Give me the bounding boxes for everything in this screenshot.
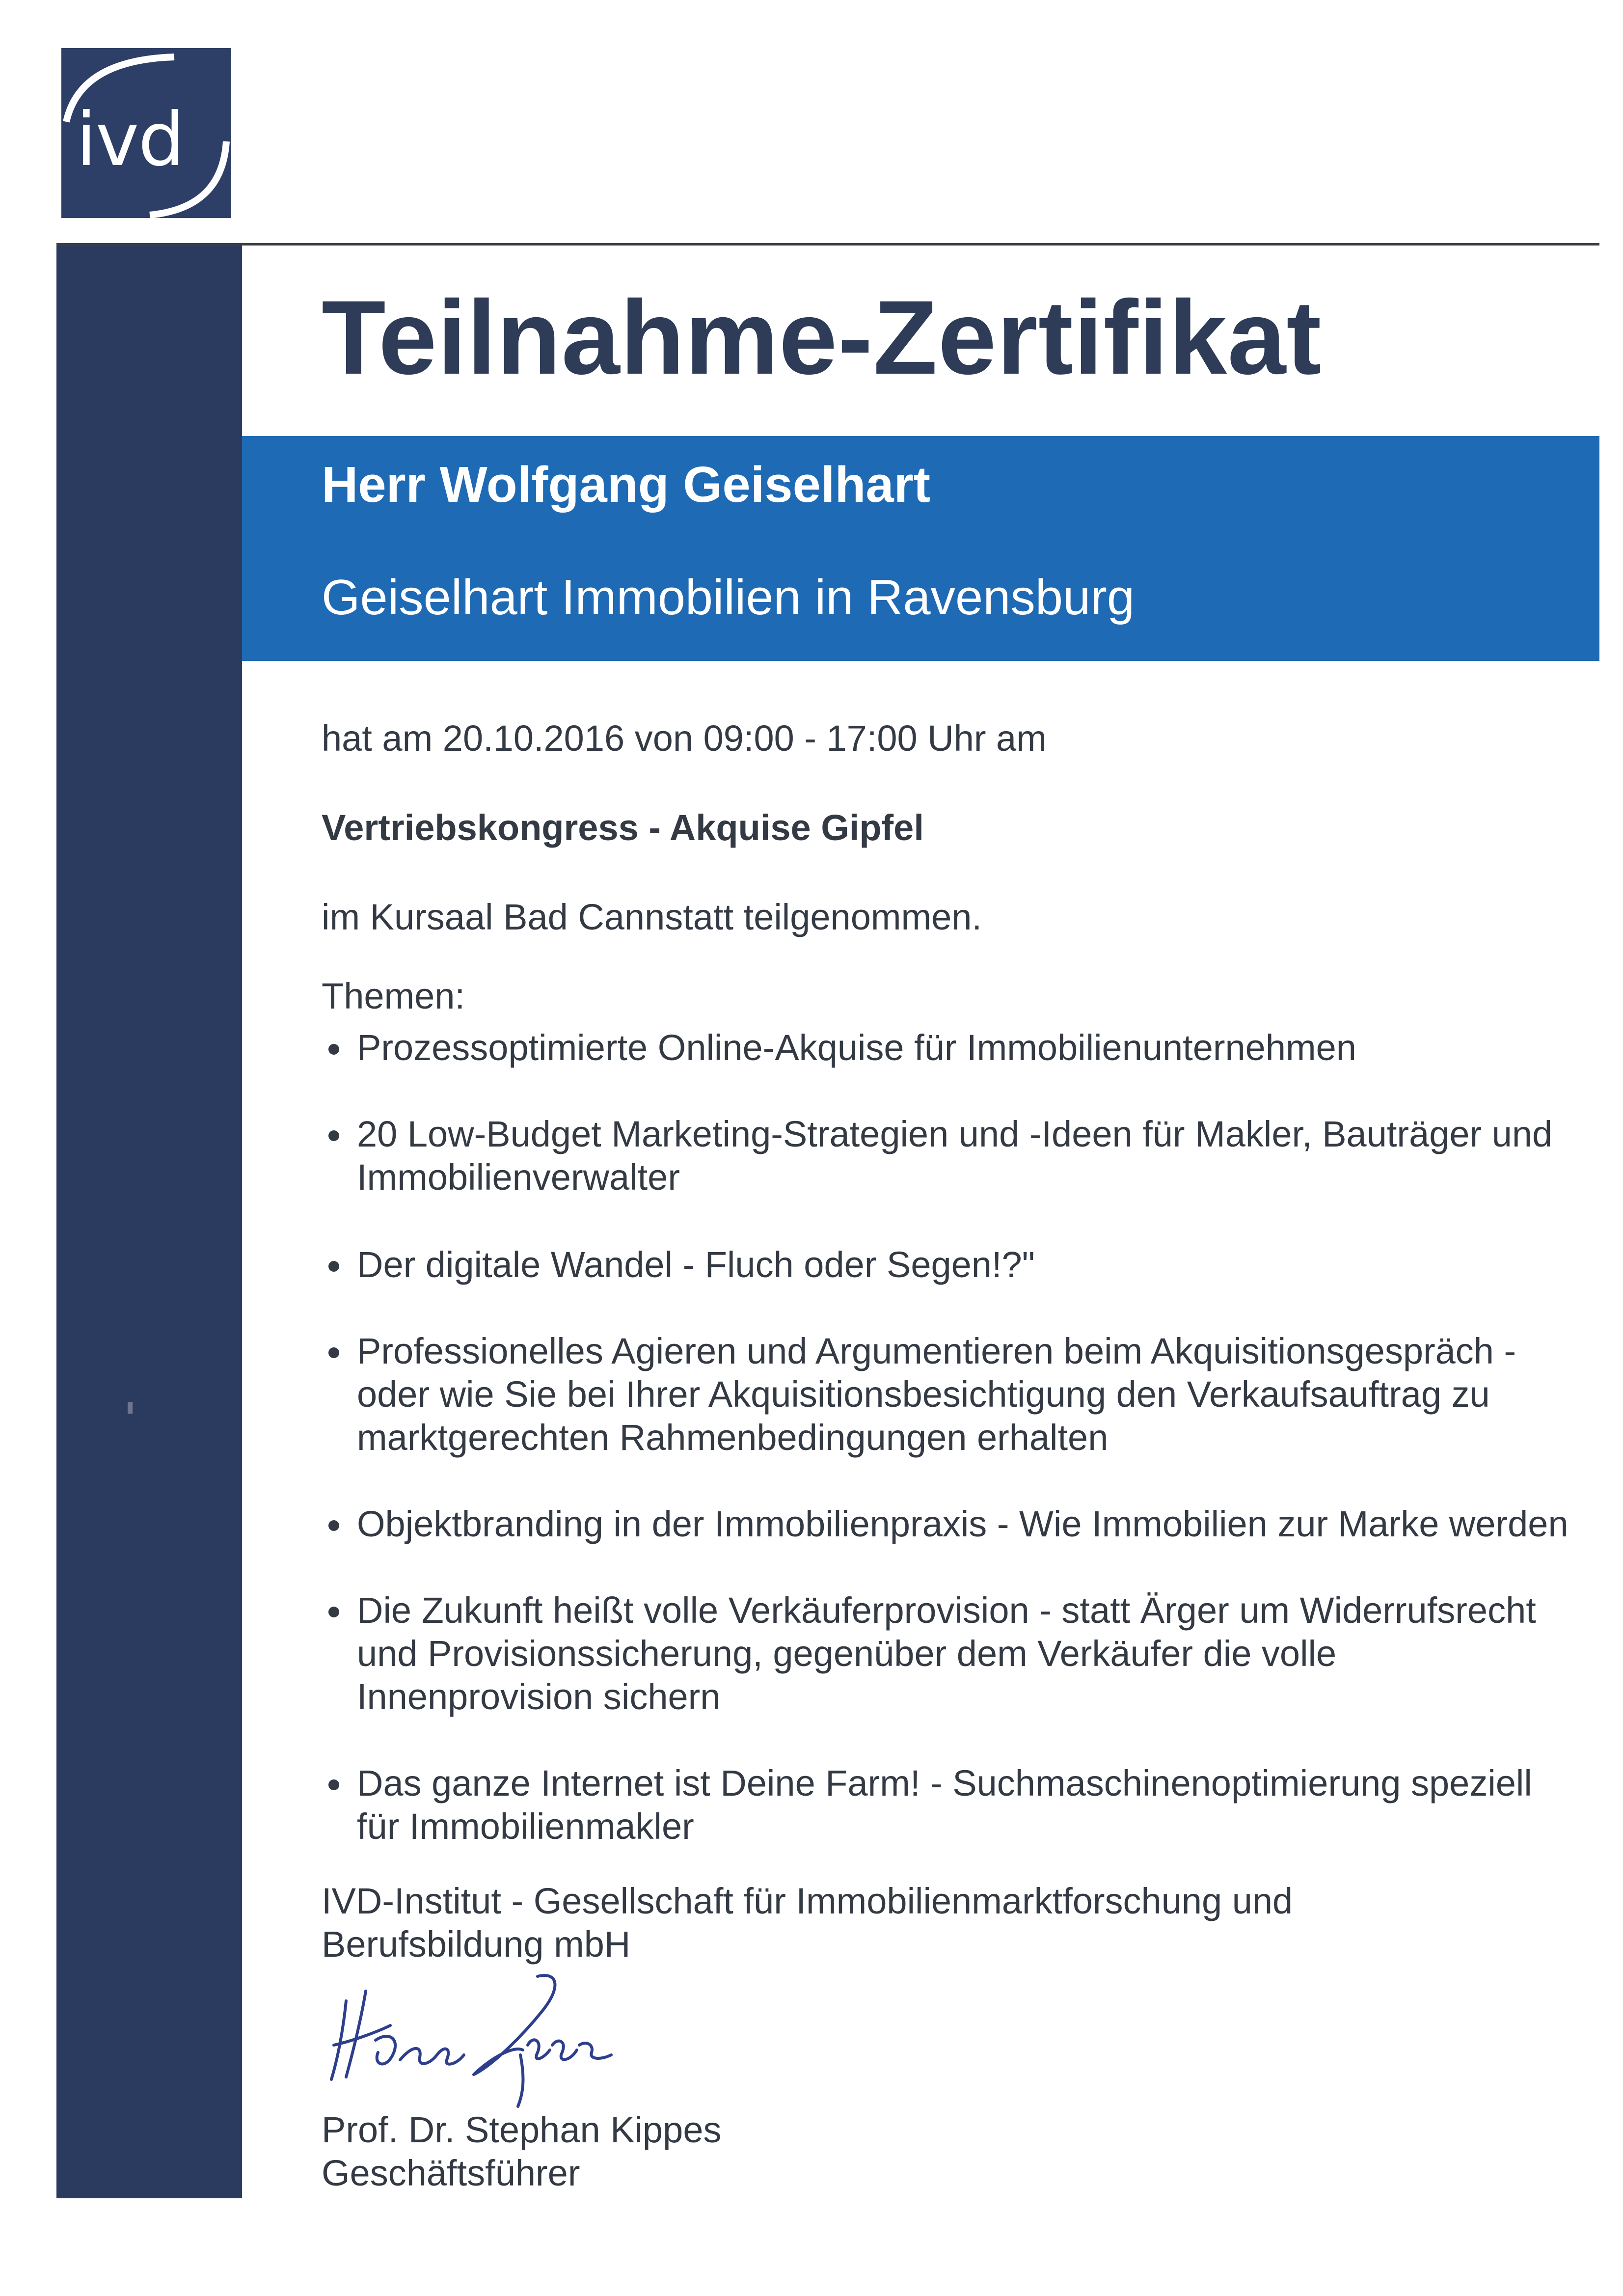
bullet-icon bbox=[328, 1261, 339, 1272]
bullet-icon bbox=[328, 1130, 339, 1141]
certificate-title: Teilnahme-Zertifikat bbox=[322, 279, 1322, 396]
topic-line: Innenprovision sichern bbox=[357, 1676, 721, 1717]
signatory-name: Prof. Dr. Stephan Kippes bbox=[322, 2109, 722, 2150]
topic-line: Objektbranding in der Immobilienpraxis - Wie Immobilien zur Marke werden bbox=[357, 1503, 1569, 1544]
institute-line: Berufsbildung mbH bbox=[322, 1924, 631, 1965]
bullet-icon bbox=[328, 1347, 339, 1358]
event-name: Vertriebskongress - Akquise Gipfel bbox=[322, 807, 924, 848]
bullet-icon bbox=[328, 1044, 339, 1055]
sidebar-stripe bbox=[56, 246, 242, 2198]
participant-name: Herr Wolfgang Geiselhart bbox=[322, 456, 931, 513]
bullet-icon bbox=[328, 1779, 339, 1790]
topic-line: und Provisionssicherung, gegenüber dem Verkäufer die volle bbox=[357, 1633, 1337, 1674]
participant-company: Geiselhart Immobilien in Ravensburg bbox=[322, 570, 1135, 625]
date-line: hat am 20.10.2016 von 09:00 - 17:00 Uhr am bbox=[322, 718, 1047, 759]
top-divider bbox=[56, 243, 1599, 246]
signature-icon bbox=[326, 1971, 631, 2109]
topic-line: Professionelles Agieren und Argumentieren beim Akquisitionsgespräch - bbox=[357, 1331, 1516, 1371]
sidebar-mark bbox=[128, 1402, 133, 1414]
topic-line: Das ganze Internet ist Deine Farm! - Suchmaschinenoptimierung speziell bbox=[357, 1763, 1532, 1804]
participant-band bbox=[242, 436, 1599, 661]
topic-line: Die Zukunft heißt volle Verkäuferprovision - statt Ärger um Widerrufsrecht bbox=[357, 1590, 1536, 1631]
signatory-title: Geschäftsführer bbox=[322, 2153, 580, 2193]
topic-line: Prozessoptimierte Online-Akquise für Immobilienunternehmen bbox=[357, 1027, 1356, 1068]
ivd-logo bbox=[61, 48, 231, 218]
topic-line: Der digitale Wandel - Fluch oder Segen!?" bbox=[357, 1244, 1035, 1285]
institute-line: IVD-Institut - Gesellschaft für Immobilienmarktforschung und bbox=[322, 1881, 1293, 1921]
bullet-icon bbox=[328, 1520, 339, 1531]
topic-line: 20 Low-Budget Marketing-Strategien und -Ideen für Makler, Bauträger und bbox=[357, 1114, 1553, 1154]
topic-line: oder wie Sie bei Ihrer Akquisitionsbesichtigung den Verkaufsauftrag zu bbox=[357, 1374, 1490, 1415]
logo-text: ivd bbox=[76, 97, 184, 183]
topics-heading: Themen: bbox=[322, 976, 465, 1016]
location-line: im Kursaal Bad Cannstatt teilgenommen. bbox=[322, 897, 982, 937]
topic-line: marktgerechten Rahmenbedingungen erhalten bbox=[357, 1417, 1109, 1458]
bullet-icon bbox=[328, 1607, 339, 1617]
topic-line: für Immobilienmakler bbox=[357, 1806, 694, 1847]
topic-line: Immobilienverwalter bbox=[357, 1157, 680, 1198]
